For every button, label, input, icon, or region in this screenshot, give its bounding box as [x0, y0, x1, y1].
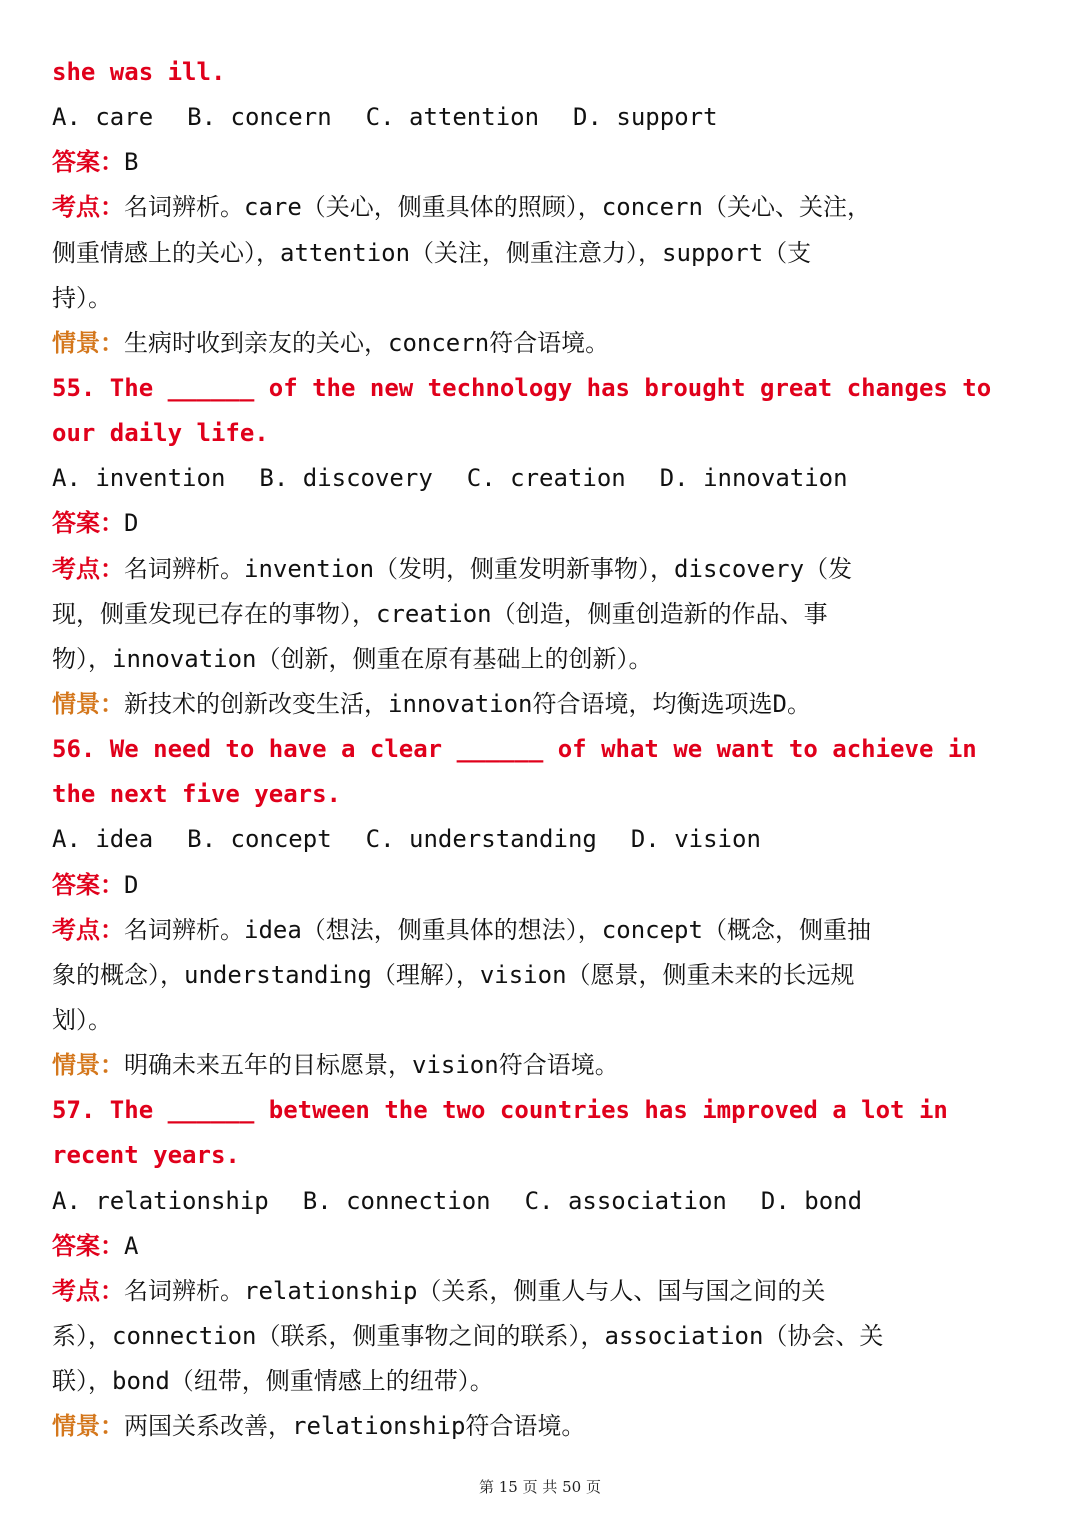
- point-q56-line1: [52, 908, 1042, 953]
- scene-label: 情景：: [52, 1412, 124, 1441]
- options-q54: [52, 95, 1042, 140]
- option-b: B. concern: [187, 103, 332, 132]
- document-page: [52, 50, 1042, 1449]
- point-q55-line2: 现，侧重发现已存在的事物），creation（创造，侧重创造新的作品、事: [52, 599, 828, 628]
- answer-label: 答案：: [52, 1231, 124, 1260]
- option-d: D. bond: [760, 1186, 863, 1215]
- answer-q57: [52, 1224, 1042, 1269]
- option-b: B. concept: [187, 825, 332, 854]
- option-b: B. discovery: [259, 464, 433, 493]
- scene-q56: [52, 1043, 1042, 1088]
- scene-q55: [52, 682, 1042, 727]
- option-d: D. innovation: [659, 464, 848, 493]
- question-q56-line2: the next five years.: [52, 780, 341, 809]
- scene-label: 情景：: [52, 328, 124, 357]
- point-q54-line1: [52, 185, 1042, 230]
- point-text: 名词辨析。care（关心，侧重具体的照顾），concern（关心、关注，: [124, 193, 871, 222]
- point-q54-line2: 侧重情感上的关心），attention（关注，侧重注意力），support（支: [52, 238, 812, 267]
- point-label: 考点：: [52, 1276, 124, 1305]
- point-q57-line3: 联），bond（纽带，侧重情感上的纽带）。: [52, 1367, 494, 1396]
- scene-label: 情景：: [52, 689, 124, 718]
- answer-value: B: [124, 148, 139, 177]
- question-q56-line1: 56. We need to have a clear ______ of what we want to achieve in: [52, 735, 977, 764]
- option-c: C. attention: [365, 103, 540, 132]
- answer-q55: [52, 501, 1042, 546]
- point-text: 名词辨析。relationship（关系，侧重人与人、国与国之间的关: [124, 1276, 826, 1305]
- options-q55: [52, 456, 1042, 501]
- answer-value: D: [124, 509, 139, 538]
- point-q55-line1: [52, 547, 1042, 592]
- point-label: 考点：: [52, 915, 124, 944]
- point-q57-line2: 系），connection（联系，侧重事物之间的联系），association（协会、关: [52, 1321, 884, 1350]
- answer-label: 答案：: [52, 870, 124, 899]
- point-label: 考点：: [52, 193, 124, 222]
- option-c: C. creation: [466, 464, 626, 493]
- option-d: D. support: [573, 103, 718, 132]
- scene-text: 明确未来五年的目标愿景，vision符合语境。: [124, 1051, 619, 1080]
- scene-q57: [52, 1404, 1042, 1449]
- question-q57-line1: 57. The ______ between the two countries has improved a lot in: [52, 1096, 948, 1125]
- option-b: B. connection: [302, 1186, 491, 1215]
- page-footer: 第 15 页 共 50 页: [478, 1478, 601, 1496]
- scene-text: 新技术的创新改变生活，innovation符合语境，均衡选项选D。: [124, 689, 811, 718]
- scene-label: 情景：: [52, 1051, 124, 1080]
- options-q56: [52, 817, 1042, 862]
- question-q55-line2: our daily life.: [52, 419, 269, 448]
- option-d: D. vision: [630, 825, 761, 854]
- option-c: C. association: [524, 1186, 727, 1215]
- point-q54-line3: 持）。: [52, 283, 112, 312]
- point-q56-line2: 象的概念），understanding（理解），vision（愿景，侧重未来的长远规: [52, 960, 855, 989]
- option-a: A. invention: [52, 464, 226, 493]
- scene-text: 两国关系改善，relationship符合语境。: [124, 1412, 586, 1441]
- question-q57-line2: recent years.: [52, 1141, 240, 1170]
- scene-q54: [52, 321, 1042, 366]
- point-text: 名词辨析。idea（想法，侧重具体的想法），concept（概念，侧重抽: [124, 915, 871, 944]
- answer-value: D: [124, 870, 139, 899]
- question-q55-line1: 55. The ______ of the new technology has brought great changes to: [52, 373, 992, 402]
- option-c: C. understanding: [365, 825, 597, 854]
- answer-q54: [52, 140, 1042, 185]
- answer-q56: [52, 863, 1042, 908]
- scene-text: 生病时收到亲友的关心，concern符合语境。: [124, 328, 610, 357]
- answer-label: 答案：: [52, 148, 124, 177]
- question-continuation: she was ill.: [52, 58, 226, 86]
- point-q57-line1: [52, 1269, 1042, 1314]
- option-a: A. care: [52, 103, 154, 132]
- options-q57: [52, 1179, 1042, 1224]
- point-q56-line3: 划）。: [52, 1005, 112, 1034]
- point-text: 名词辨析。invention（发明，侧重发明新事物），discovery（发: [124, 554, 853, 583]
- option-a: A. relationship: [52, 1186, 269, 1215]
- answer-value: A: [124, 1231, 139, 1260]
- answer-label: 答案：: [52, 509, 124, 538]
- option-a: A. idea: [52, 825, 154, 854]
- point-label: 考点：: [52, 554, 124, 583]
- point-q55-line3: 物），innovation（创新，侧重在原有基础上的创新）。: [52, 644, 653, 673]
